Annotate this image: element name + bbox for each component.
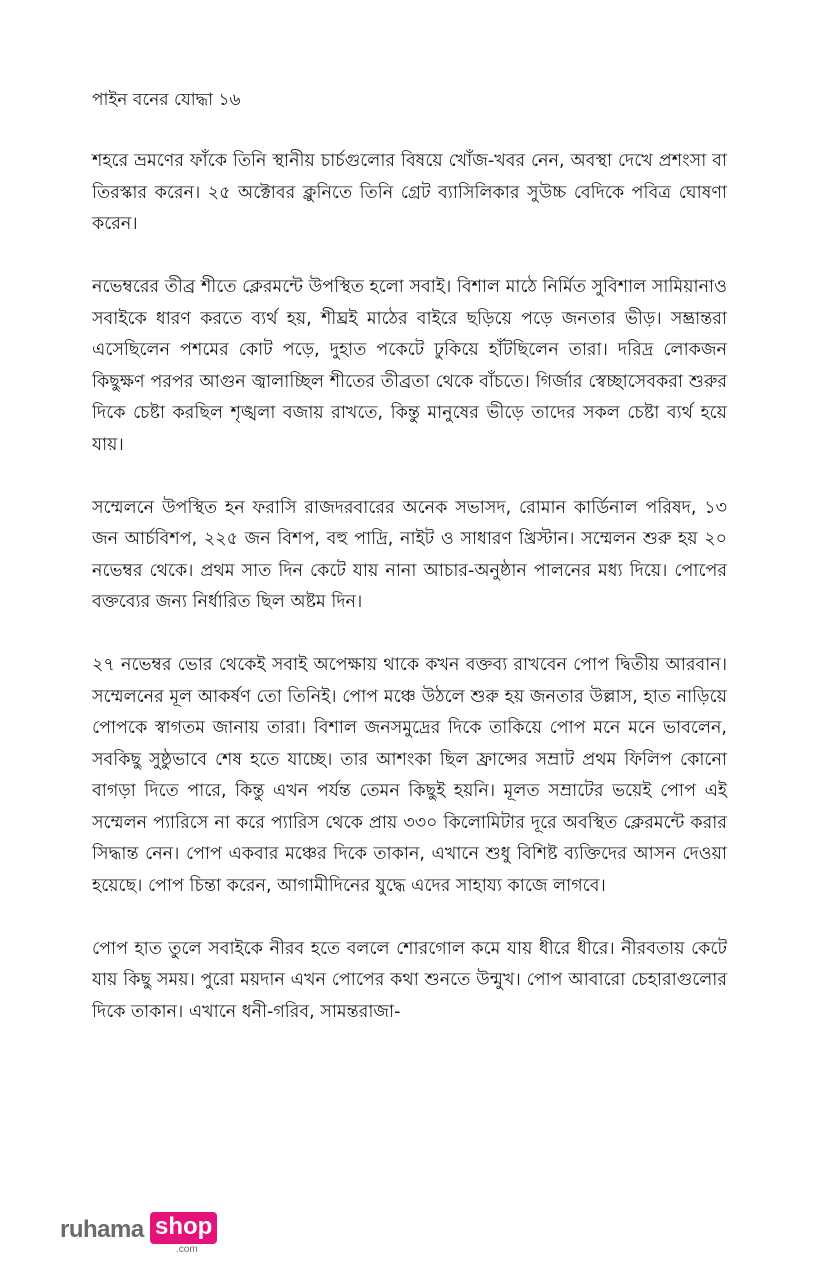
page-body xyxy=(92,146,727,1060)
paragraph: পোপ হাত তুলে সবাইকে নীরব হতে বললে শোরগোল কমে যায় ধীরে ধীরে। নীরবতায় কেটে যায় কিছু সময়। পুরো ময়দান এখন পোপের কথা শুনতে উন্মুখ। পোপ আবারো চেহারাগুলোর দিকে তাকান। এখানে ধনী-গরিব, সামন্তরাজা- xyxy=(92,938,727,1022)
ruhamashop-logo xyxy=(60,1210,220,1258)
logo-brand-text: ruhama xyxy=(60,1216,144,1243)
paragraph: ২৭ নভেম্বর ভোর থেকেই সবাই অপেক্ষায় থাকে কখন বক্তব্য রাখবেন পোপ দ্বিতীয় আরবান। সম্মেলনের মূল আকর্ষণ তো তিনিই। পোপ মঞ্চে উঠলে শুরু হয় জনতার উল্লাস, হাত নাড়িয়ে পোপকে স্বাগতম জানায় তারা। বিশাল জনসমুদ্রের দিকে তাকিয়ে পোপ মনে মনে ভাবলেন, সবকিছু সুষ্ঠুভাবে শেষ হতে যাচ্ছে। তার আশংকা ছিল ফ্রান্সের সম্রাট প্রথম ফিলিপ কোনো বাগড়া দিতে পারে, কিন্তু এখন পর্যন্ত তেমন কিছুই হয়নি। মূলত সম্রাটের ভয়েই পোপ এই সম্মেলন প্যারিসে না করে প্যারিস থেকে প্রায় ৩৩০ কিলোমিটার দূরে অবস্থিত ক্লেরমন্টে করার সিদ্ধান্ত নেন। পোপ একবার মঞ্চের দিকে তাকান, এখানে শুধু বিশিষ্ট ব্যক্তিদের আসন দেওয়া হয়েছে। পোপ চিন্তা করেন, আগামীদিনের যুদ্ধে এদের সাহায্য কাজে লাগবে। xyxy=(92,655,727,896)
paragraph: শহরে ভ্রমণের ফাঁকে তিনি স্থানীয় চার্চগুলোর বিষয়ে খোঁজ-খবর নেন, অবস্থা দেখে প্রশংসা বা তিরস্কার করেন। ২৫ অক্টোবর ক্লুনিতে তিনি গ্রেট ব্যাসিলিকার সুউচ্চ বেদিকে পবিত্র ঘোষণা করেন। xyxy=(92,151,727,234)
paragraph: সম্মেলনে উপস্থিত হন ফরাসি রাজদরবারের অনেক সভাসদ, রোমান কার্ডিনাল পরিষদ, ১৩ জন আর্চবিশপ, ২২৫ জন বিশপ, বহু পাদ্রি, নাইট ও সাধারণ খ্রিস্টান। সম্মেলন শুরু হয় ২০ নভেম্বর থেকে। প্রথম সাত দিন কেটে যায় নানা আচার-অনুষ্ঠান পালনের মধ্য দিয়ে। পোপের বক্তব্যের জন্য নির্ধারিত ছিল অষ্টম দিন। xyxy=(92,497,727,612)
logo-domain-text: .com xyxy=(176,1244,198,1255)
logo-shop-badge: shop xyxy=(150,1212,217,1244)
paragraph: নভেম্বরের তীব্র শীতে ক্লেরমন্টে উপস্থিত হলো সবাই। বিশাল মাঠে নির্মিত সুবিশাল সামিয়ানাও সবাইকে ধারণ করতে ব্যর্থ হয়, শীঘ্রই মাঠের বাইরে ছড়িয়ে পড়ে জনতার ভীড়। সম্ভ্রান্তরা এসেছিলেন পশমের কোট পড়ে, দুহাত পকেটে ঢুকিয়ে হাঁটছিলেন তারা। দরিদ্র লোকজন কিছুক্ষণ পরপর আগুন জ্বালাচ্ছিল শীতের তীব্রতা থেকে বাঁচতে। গির্জার স্বেচ্ছাসেবকরা শুরুর দিকে চেষ্টা করছিল শৃঙ্খলা বজায় রাখতে, কিন্তু মানুষের ভীড়ে তাদের সকল চেষ্টা ব্যর্থ হয়ে যায়। xyxy=(92,277,727,455)
running-header: পাইন বনের যোদ্ধা ১৬ xyxy=(92,90,241,110)
